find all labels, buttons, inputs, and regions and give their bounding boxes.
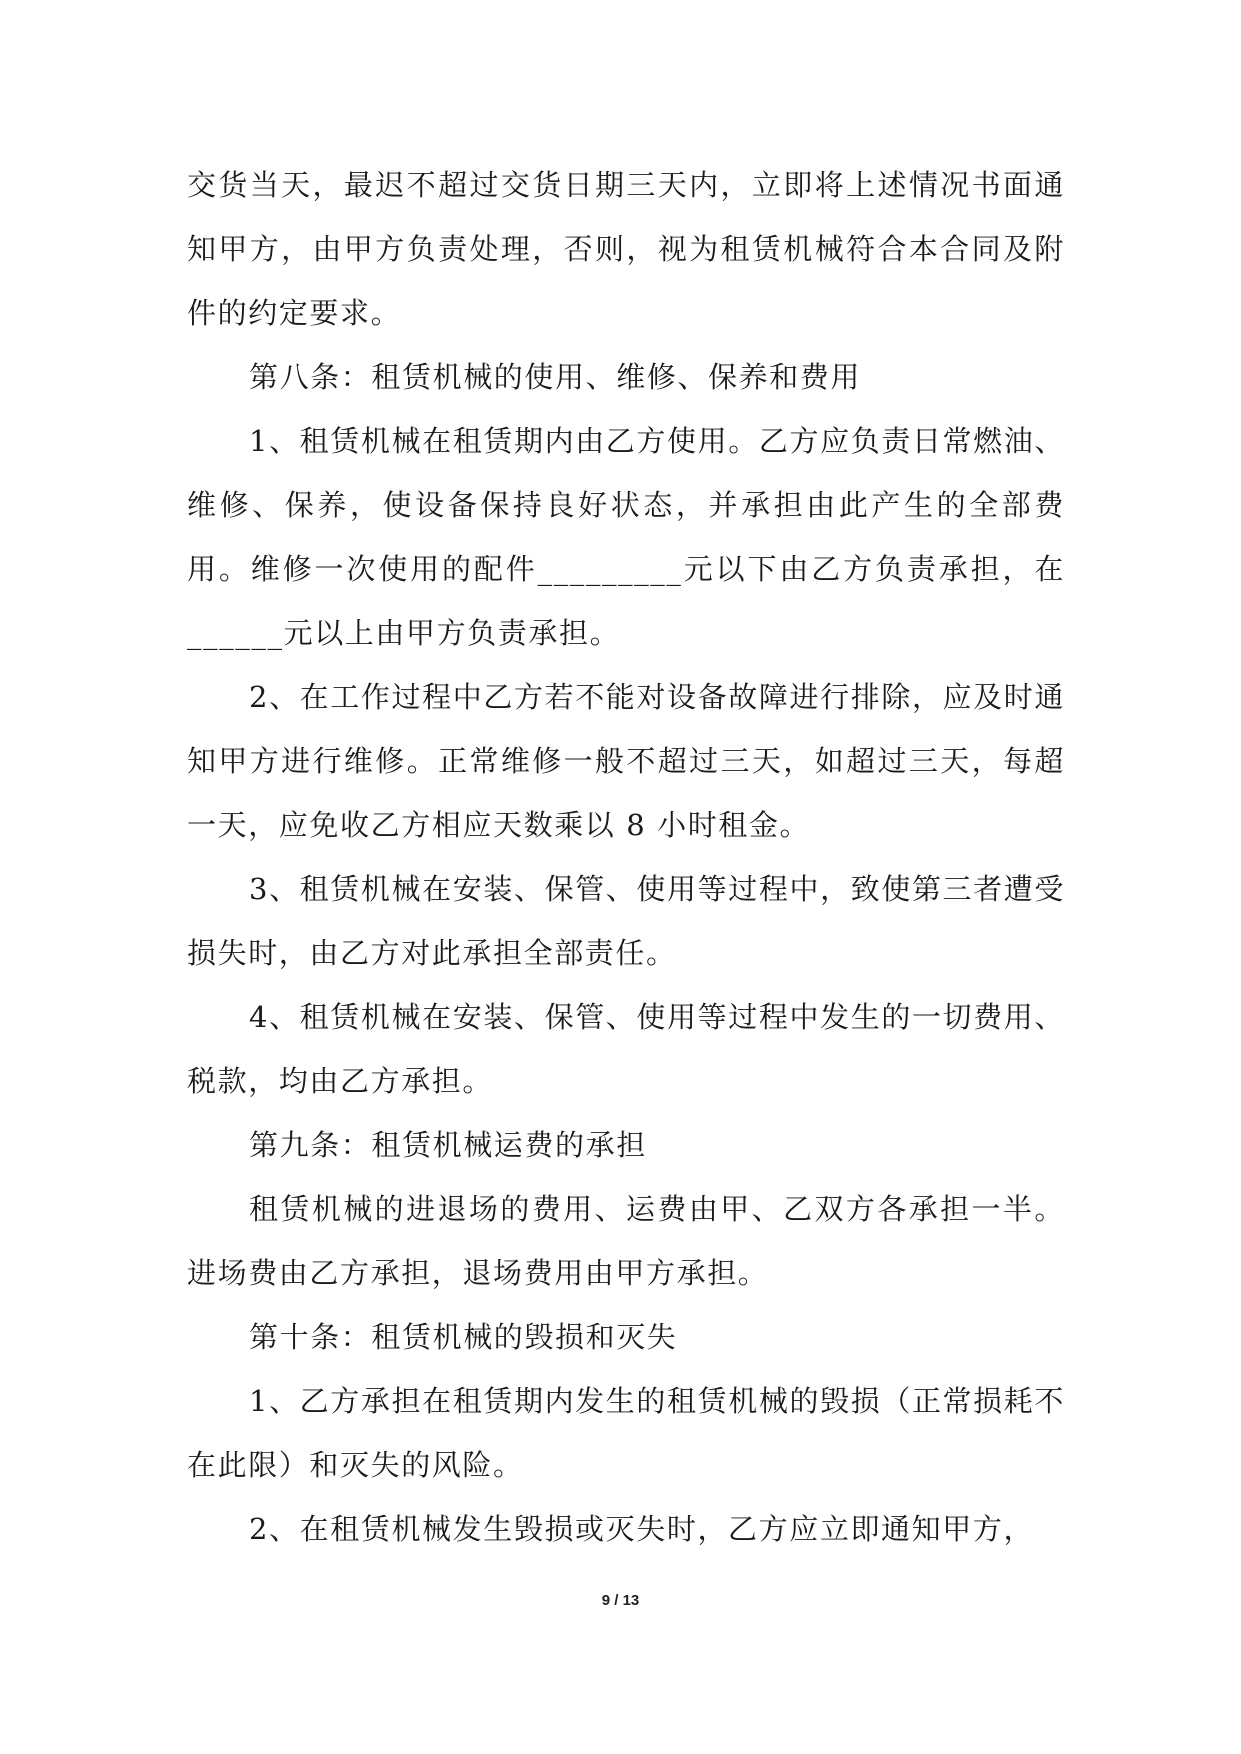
article-8-heading: 第八条：租赁机械的使用、维修、保养和费用: [249, 360, 862, 394]
article-10-clause-1: 1、乙方承担在租赁期内发生的租赁机械的毁损（正常损耗不在此限）和灭失的风险。: [187, 1384, 1065, 1482]
document-body: [187, 153, 1065, 1561]
article-8-clause-4: 4、租赁机械在安装、保管、使用等过程中发生的一切费用、税款，均由乙方承担。: [187, 1000, 1065, 1098]
article-8-clause-3: 3、租赁机械在安装、保管、使用等过程中，致使第三者遭受损失时，由乙方对此承担全部责任。: [187, 872, 1065, 970]
article-8-clause-2: 2、在工作过程中乙方若不能对设备故障进行排除，应及时通知甲方进行维修。正常维修一般不超过三天，如超过三天，每超一天，应免收乙方相应天数乘以 8 小时租金。: [187, 680, 1065, 842]
article-9-body: 租赁机械的进退场的费用、运费由甲、乙双方各承担一半。进场费由乙方承担，退场费用由甲方承担。: [187, 1192, 1065, 1290]
page-number: 9 / 13: [601, 1592, 640, 1609]
article-9-heading: 第九条：租赁机械运费的承担: [249, 1128, 647, 1162]
article-8-clause-1: 1、租赁机械在租赁期内由乙方使用。乙方应负责日常燃油、维修、保养，使设备保持良好状态，并承担由此产生的全部费用。维修一次使用的配件_________元以下由乙方负责承担，在______元以上由甲方负责承担。: [187, 424, 1065, 650]
paragraph-1: 交货当天，最迟不超过交货日期三天内，立即将上述情况书面通知甲方，由甲方负责处理，否则，视为租赁机械符合本合同及附件的约定要求。: [187, 168, 1065, 330]
article-10-clause-2: 2、在租赁机械发生毁损或灭失时，乙方应立即通知甲方，: [249, 1512, 1035, 1546]
article-10-heading: 第十条：租赁机械的毁损和灭失: [249, 1320, 678, 1354]
